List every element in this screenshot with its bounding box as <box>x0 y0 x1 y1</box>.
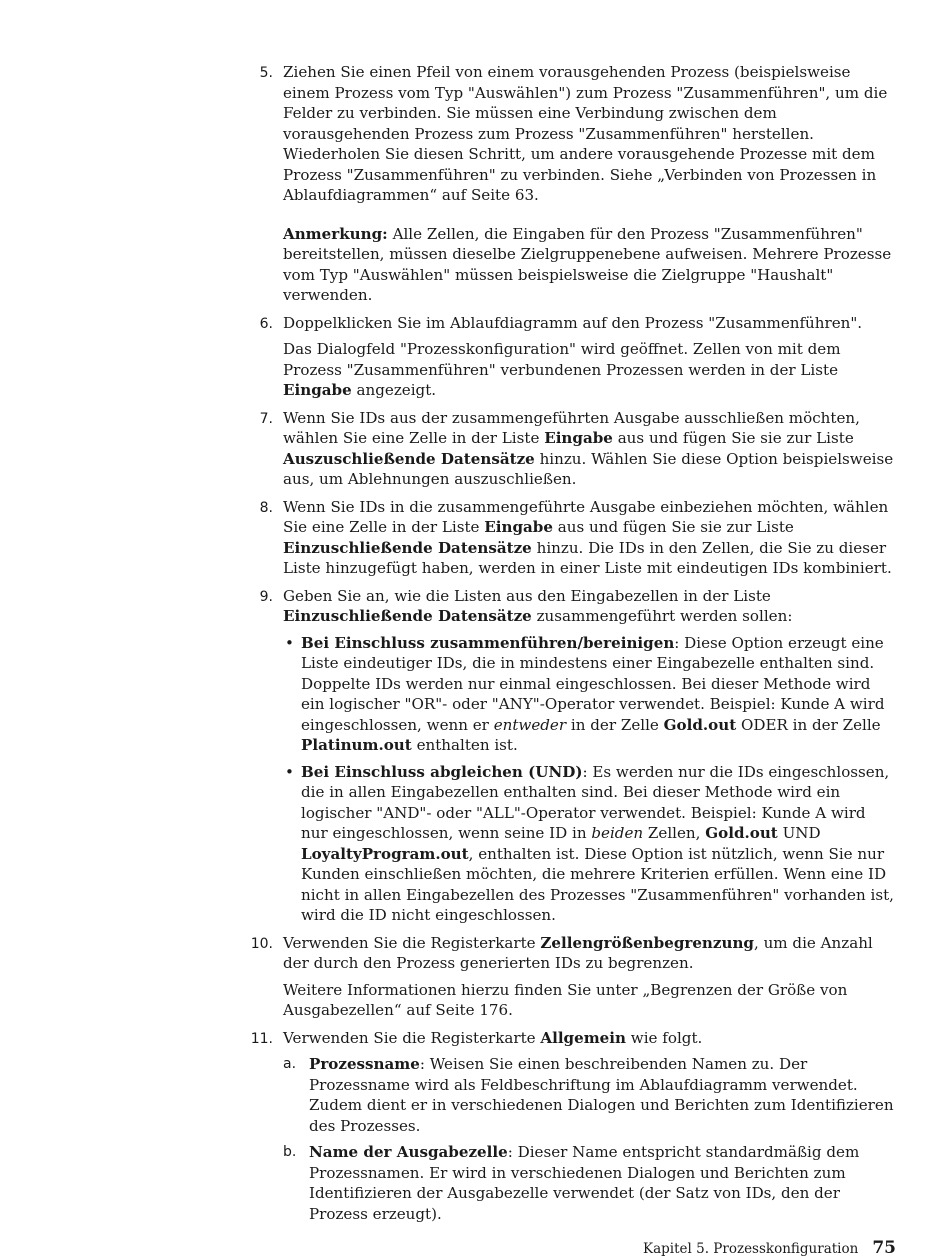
step-text: Geben Sie an, wie die Listen aus den Eingabezellen in der Liste Einzuschließende Datensätze zusammengeführt werden sollen: <box>283 586 793 625</box>
sub-step-list <box>283 1054 897 1224</box>
list-item-step-10 <box>245 933 897 1021</box>
chapter-title: Kapitel 5. Prozesskonfiguration <box>643 1241 859 1257</box>
sub-item-process-name: a. Prozessname: Weisen Sie einen beschreibenden Namen zu. Der Prozessname wird als Feldbeschriftung im Ablaufdiagramm verwendet. Zudem dient er in verschiedenen Dialogen und Berichten zum Identifizieren des Prozesses. <box>283 1055 894 1135</box>
bullet-item-merge-purge: • Bei Einschluss zusammenführen/bereinigen: Diese Option erzeugt eine Liste eindeutiger IDs, die in mindestens einer Eingabezelle enthalten sind. Doppelte IDs werden nur einmal eingeschlossen. Bei dieser Methode wird ein logischer "OR"- oder "ANY"-Operator verwendet. Beispiel: Kunde A wird eingeschlossen, wenn er entweder in der Zelle Gold.out ODER in der Zelle Platinum.out enthalten ist. <box>285 633 885 754</box>
step-number: 9. <box>259 588 273 605</box>
page-footer <box>643 1238 896 1258</box>
step-number: 11. <box>250 1030 273 1047</box>
bullet-icon: • <box>285 633 294 652</box>
sub-step-letter: b. <box>283 1144 297 1160</box>
step-number: 8. <box>259 499 273 516</box>
step-text: Wenn Sie IDs aus der zusammengeführten Ausgabe ausschließen möchten, wählen Sie eine Zelle in der Liste Eingabe aus und fügen Sie sie zur Liste Auszuschließende Datensätze hinzu. Wählen Sie diese Option beispielsweise aus, um Ablehnungen auszuschließen. <box>283 408 894 488</box>
page-number: 75 <box>872 1238 896 1258</box>
bullet-item-match-and: • Bei Einschluss abgleichen (UND): Es werden nur die IDs eingeschlossen, die in allen Eingabezellen enthalten sind. Bei dieser Methode wird ein logischer "AND"- oder "ALL"-Operator verwendet. Beispiel: Kunde A wird nur eingeschlossen, wenn seine ID in beiden Zellen, Gold.out UND LoyaltyProgram.out, enthalten ist. Diese Option ist nützlich, wenn Sie nur Kunden einschließen möchten, die mehrere Kriterien erfüllen. Wenn eine ID nicht in allen Eingabezellen des Prozesses "Zusammenführen" vorhanden ist, wird die ID nicht eingeschlossen. <box>285 762 894 924</box>
step-text: Wenn Sie IDs in die zusammengeführte Ausgabe einbeziehen möchten, wählen Sie eine Zelle in der Liste Eingabe aus und fügen Sie sie zur Liste Einzuschließende Datensätze hinzu. Die IDs in den Zellen, die Sie zu dieser Liste hinzugefügt haben, werden in einer Liste mit eindeutigen IDs kombiniert. <box>283 497 892 577</box>
list-item-step-7 <box>245 408 897 490</box>
option-list <box>283 633 897 926</box>
procedure-list <box>245 62 897 1231</box>
step-text: Doppelklicken Sie im Ablaufdiagramm auf den Prozess "Zusammenführen". <box>283 313 863 332</box>
note-text: Alle Zellen, die Eingaben für den Prozess "Zusammenführen" bereitstellen, müssen dieselbe Zielgruppenebene aufweisen. Mehrere Prozesse vom Typ "Auswählen" müssen beispielsweise die Zielgruppe "Haushalt" verwenden. <box>283 224 892 304</box>
step-result: Das Dialogfeld "Prozesskonfiguration" wird geöffnet. Zellen von mit dem Prozess "Zusammenführen" verbundenen Prozessen werden in der Liste Eingabe angezeigt. <box>283 340 841 399</box>
list-item-step-5 <box>245 62 897 306</box>
list-item-step-6 <box>245 313 897 401</box>
note-label: Anmerkung: <box>283 224 388 243</box>
list-item-step-8 <box>245 497 897 579</box>
step-text: Verwenden Sie die Registerkarte Zellengrößenbegrenzung, um die Anzahl der durch den Prozess generierten IDs zu begrenzen. <box>283 933 873 972</box>
step-number: 5. <box>259 65 273 81</box>
bullet-icon: • <box>285 762 294 781</box>
list-item-step-9 <box>245 586 897 926</box>
sub-item-output-cell-name: b. Name der Ausgabezelle: Dieser Name entspricht standardmäßig dem Prozessnamen. Er wird in verschiedenen Dialogen und Berichten zum Identifizieren der Ausgabezelle verwendet (der Satz von IDs, den der Prozess erzeugt). <box>283 1143 860 1223</box>
note <box>283 224 897 306</box>
step-number: 6. <box>259 315 273 332</box>
list-item-step-11 <box>245 1028 897 1225</box>
step-text: Verwenden Sie die Registerkarte Allgemein wie folgt. <box>283 1028 703 1047</box>
cross-reference: Weitere Informationen hierzu finden Sie unter „Begrenzen der Größe von Ausgabezellen“ auf Seite 176. <box>283 980 848 1019</box>
sub-step-letter: a. <box>283 1056 297 1072</box>
step-number: 10. <box>250 935 273 952</box>
step-text: Ziehen Sie einen Pfeil von einem vorausgehenden Prozess (beispielsweise einem Prozess vom Typ "Auswählen") zum Prozess "Zusammenführen", um die Felder zu verbinden. Sie müssen eine Verbindung zwischen dem vorausgehenden Prozess zum Prozess "Zusammenführen" herstellen. Wiederholen Sie diesen Schritt, um andere vorausgehende Prozesse mit dem Prozess "Zusammenführen" zu verbinden. Siehe „Verbinden von Prozessen in Ablaufdiagrammen“ auf Seite 63. <box>283 63 888 204</box>
step-number: 7. <box>259 410 273 427</box>
